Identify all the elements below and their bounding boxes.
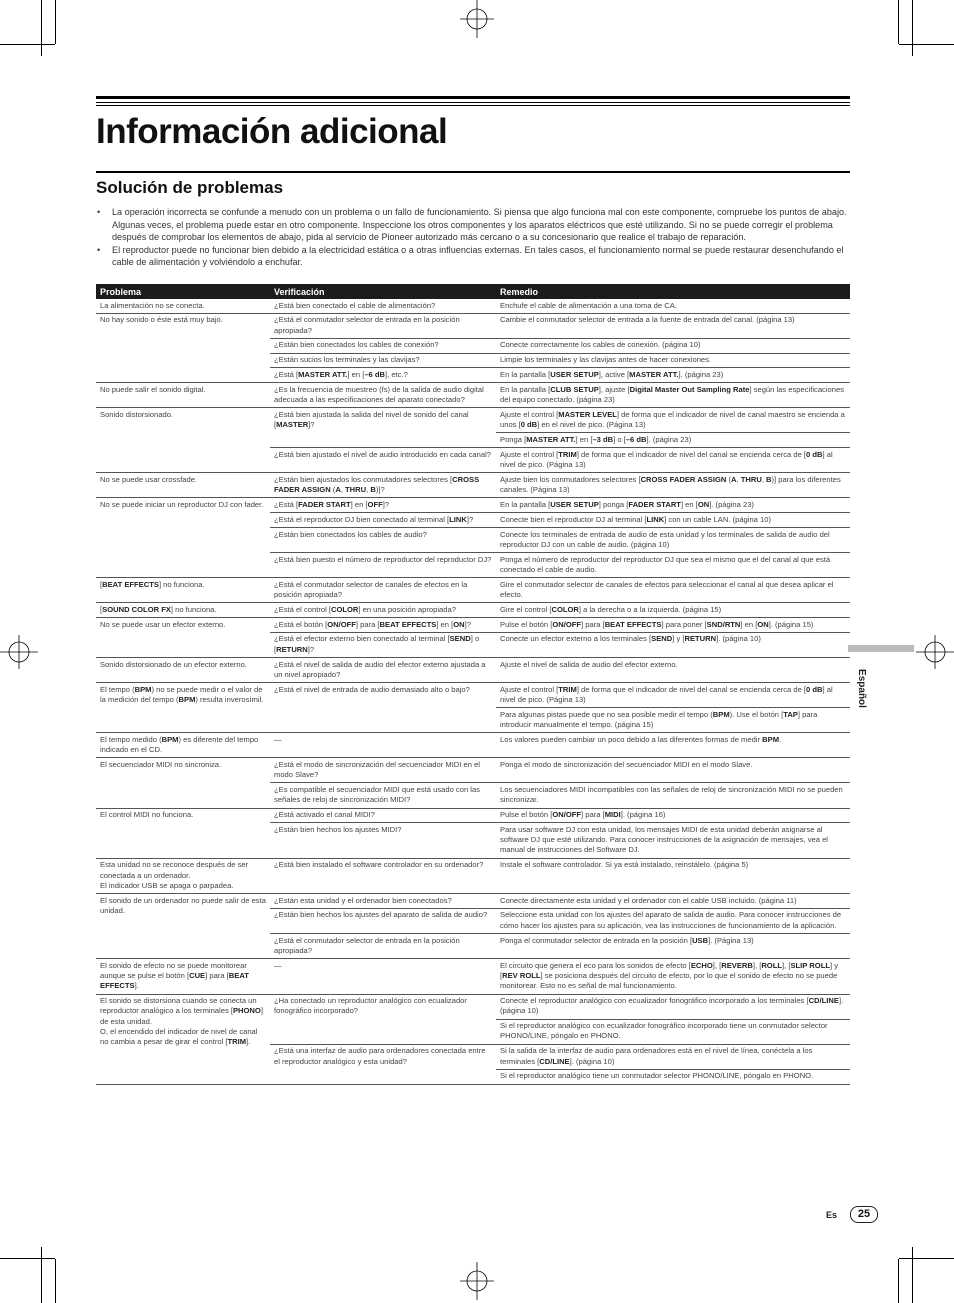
check-cell: ¿Están bien conectados los cables de audio?: [270, 528, 496, 553]
check-cell: ¿Está el reproductor DJ bien conectado al terminal [LINK]?: [270, 513, 496, 528]
problem-cell: El secuenciador MIDI no sincroniza.: [96, 758, 270, 808]
check-cell: ¿Están bien conectados los cables de conexión?: [270, 338, 496, 353]
table-row: [96, 808, 850, 823]
problem-cell: El tempo medido (BPM) es diferente del tempo indicado en el CD.: [96, 733, 270, 758]
remedy-cell: Enchufe el cable de alimentación a una toma de CA.: [496, 299, 850, 313]
table-row: [96, 498, 850, 513]
remedy-cell: Ajuste el control [TRIM] de forma que el indicador de nivel del canal se encienda cerca de [0 dB] al nivel de pico. (Página 13): [496, 448, 850, 473]
remedy-cell: En la pantalla [USER SETUP] ponga [FADER START] en [ON]. (página 23): [496, 498, 850, 513]
check-cell: ¿Está bien instalado el software controlador en su ordenador?: [270, 858, 496, 893]
problem-cell: Sonido distorsionado.: [96, 408, 270, 473]
remedy-cell: Ajuste el control [TRIM] de forma que el indicador de nivel del canal se encienda cerca de [0 dB] al nivel de pico. (Página 13): [496, 683, 850, 708]
remedy-cell: Conecte los terminales de entrada de audio de esta unidad y los terminales de salida de audio del reproductor DJ con un cable de audio. (página 10): [496, 528, 850, 553]
table-row: [96, 994, 850, 1019]
problem-cell: No se puede usar crossfade.: [96, 473, 270, 498]
remedy-cell: Si el reproductor analógico con ecualizador fonográfico incorporado tiene un conmutador selector PHONO/LINE, póngalo en PHONO.: [496, 1019, 850, 1044]
table-row: [96, 383, 850, 408]
column-header-problem: Problema: [96, 284, 270, 299]
remedy-cell: Si la salida de la interfaz de audio para ordenadores está en el nivel de línea, conéctela a los terminales [CD/LINE]. (página 10): [496, 1044, 850, 1069]
table-row: [96, 618, 850, 633]
remedy-cell: Pulse el botón [ON/OFF] para [MIDI]. (página 16): [496, 808, 850, 823]
problem-cell: [SOUND COLOR FX] no funciona.: [96, 603, 270, 618]
table-row: [96, 733, 850, 758]
table-body: [96, 299, 850, 1084]
problem-cell: La alimentación no se conecta.: [96, 299, 270, 313]
header-rule: [96, 105, 850, 106]
problem-cell: [BEAT EFFECTS] no funciona.: [96, 578, 270, 603]
remedy-cell: Instale el software controlador. Si ya está instalado, reinstálelo. (página 5): [496, 858, 850, 893]
check-cell: ¿Está bien ajustada la salida del nivel de sonido del canal [MASTER]?: [270, 408, 496, 448]
section-rule: [96, 171, 850, 173]
intro-list: [96, 206, 850, 269]
check-cell: ¿Están esta unidad y el ordenador bien conectados?: [270, 894, 496, 909]
page-number: 25: [850, 1206, 878, 1223]
remedy-cell: Ponga el conmutador selector de entrada en la posición [USB]. (Página 13): [496, 934, 850, 959]
problem-cell: El tempo (BPM) no se puede medir o el valor de la medición del tempo (BPM) resulta inverosímil.: [96, 683, 270, 733]
problem-cell: El sonido de efecto no se puede monitorear aunque se pulse el botón [CUE] para [BEAT EFFECTS].: [96, 959, 270, 994]
problem-cell: No hay sonido o éste está muy bajo.: [96, 313, 270, 382]
table-row: [96, 408, 850, 433]
remedy-cell: Ajuste el control [MASTER LEVEL] de forma que el indicador de nivel de canal maestro se encienda a unos [0 dB] en el nivel de pico. (Página 13): [496, 408, 850, 433]
problem-cell: El sonido se distorsiona cuando se conecta un reproductor analógico a los terminales [PHONO] de esta unidad. O, el encendido del indicador de nivel de canal no cambia a pesar de girar el control [TRIM].: [96, 994, 270, 1084]
check-cell: ¿Está el efector externo bien conectado al terminal [SEND] o [RETURN]?: [270, 632, 496, 657]
registration-mark-icon: [458, 1262, 496, 1300]
remedy-cell: En la pantalla [CLUB SETUP], ajuste [Digital Master Out Sampling Rate] según las especificaciones del equipo conectado. (página 23): [496, 383, 850, 408]
footer-language: Es: [826, 1210, 838, 1220]
intro-item: • La operación incorrecta se confunde a menudo con un problema o un fallo de funcionamiento. Si piensa que algo funciona mal con este componente, compruebe los puntos de abajo. Algunas veces, el problema puede estar en otro componente. Inspeccione los otros componentes y los aparatos eléctricos que esté utilizando. Si no se puede corregir el problema después de comprobar los elementos de abajo, pida al servicio de Pioneer autorizado más cercano o a su concesionario que realice el trabajo de reparación.: [96, 206, 850, 244]
remedy-cell: Pulse el botón [ON/OFF] para [BEAT EFFECTS] para poner [SND/RTN] en [ON]. (página 15): [496, 618, 850, 633]
check-cell: ¿Está el conmutador selector de canales de efectos en la posición apropiada?: [270, 578, 496, 603]
remedy-cell: Conecte un efector externo a los terminales [SEND] y [RETURN]. (página 10): [496, 632, 850, 657]
table-row: [96, 473, 850, 498]
remedy-cell: Conecte directamente esta unidad y el ordenador con el cable USB incluido. (página 11): [496, 894, 850, 909]
problem-cell: No se puede usar un efector externo.: [96, 618, 270, 658]
check-cell: ¿Está el control [COLOR] en una posición apropiada?: [270, 603, 496, 618]
section-title: Solución de problemas: [96, 178, 284, 197]
crop-mark: [898, 1259, 899, 1303]
problem-cell: Esta unidad no se reconoce después de ser conectada a un ordenador. El indicador USB se apaga o parpadea.: [96, 858, 270, 893]
table-row: [96, 683, 850, 708]
crop-mark: [55, 0, 56, 44]
problem-cell: El sonido de un ordenador no puede salir de esta unidad.: [96, 894, 270, 959]
table-row: [96, 603, 850, 618]
check-cell: ¿Está el botón [ON/OFF] para [BEAT EFFECTS] en [ON]?: [270, 618, 496, 633]
check-cell: ¿Está [MASTER ATT.] en [–6 dB], etc.?: [270, 368, 496, 383]
check-cell: —: [270, 733, 496, 758]
header-rule: [96, 102, 850, 103]
remedy-cell: Conecte correctamente los cables de conexión. (página 10): [496, 338, 850, 353]
check-cell: ¿Está el conmutador selector de entrada en la posición apropiada?: [270, 313, 496, 338]
table-row: [96, 578, 850, 603]
crop-mark: [899, 1258, 954, 1259]
crop-mark: [898, 0, 899, 44]
remedy-cell: Conecte bien el reproductor DJ al terminal [LINK] con un cable LAN. (página 10): [496, 513, 850, 528]
crop-mark: [0, 44, 55, 45]
remedy-cell: Para algunas pistas puede que no sea posible medir el tempo (BPM). Use el botón [TAP] para introducir manualmente el tempo. (página 15): [496, 708, 850, 733]
intro-item: • El reproductor puede no funcionar bien debido a la electricidad estática o a otras influencias externas. En tales casos, el funcionamiento normal se puede restaurar desenchufando el cable de alimentación y volviéndolo a enchufar.: [96, 244, 850, 269]
column-header-remedy: Remedio: [496, 284, 850, 299]
remedy-cell: Si el reproductor analógico tiene un conmutador selector PHONO/LINE, póngalo en PHONO.: [496, 1069, 850, 1084]
remedy-cell: Ajuste bien los conmutadores selectores [CROSS FADER ASSIGN (A, THRU, B)] para los diferentes canales. (Página 13): [496, 473, 850, 498]
troubleshooting-table: [96, 284, 850, 1085]
language-tab-bar: [848, 645, 914, 652]
remedy-cell: Limpie los terminales y las clavijas antes de hacer conexiones.: [496, 353, 850, 368]
crop-mark: [41, 1247, 42, 1303]
check-cell: ¿Está bien puesto el número de reproductor del reproductor DJ?: [270, 553, 496, 578]
header-rule: [96, 96, 850, 99]
check-cell: ¿Está el nivel de entrada de audio demasiado alto o bajo?: [270, 683, 496, 733]
problem-cell: No puede salir el sonido digital.: [96, 383, 270, 408]
remedy-cell: En la pantalla [USER SETUP], active [MASTER ATT.]. (página 23): [496, 368, 850, 383]
check-cell: ¿Está activado el canal MIDI?: [270, 808, 496, 823]
registration-mark-icon: [916, 633, 954, 671]
remedy-cell: Ponga el número de reproductor del reproductor DJ que sea el mismo que el del canal al que está conectado el cable de audio.: [496, 553, 850, 578]
table-row: [96, 858, 850, 893]
table-row: [96, 959, 850, 994]
table-row: [96, 658, 850, 683]
table-row: [96, 313, 850, 338]
check-cell: ¿Está [FADER START] en [OFF]?: [270, 498, 496, 513]
table-row: [96, 894, 850, 909]
check-cell: ¿Está el conmutador selector de entrada en la posición apropiada?: [270, 934, 496, 959]
remedy-cell: Ponga [MASTER ATT.] en [–3 dB] o [–6 dB]. (página 23): [496, 433, 850, 448]
remedy-cell: Ponga el modo de sincronización del secuenciador MIDI en el modo Slave.: [496, 758, 850, 783]
crop-mark: [899, 44, 954, 45]
check-cell: ¿Están sucios los terminales y las clavijas?: [270, 353, 496, 368]
remedy-cell: Los secuenciadores MIDI incompatibles con las señales de reloj de sincronización MIDI no se pueden sincronizar.: [496, 783, 850, 808]
check-cell: ¿Están bien hechos los ajustes del aparato de salida de audio?: [270, 908, 496, 933]
registration-mark-icon: [0, 633, 38, 671]
check-cell: ¿Es compatible el secuenciador MIDI que está usado con las señales de reloj de sincronización MIDI?: [270, 783, 496, 808]
page-title: Información adicional: [96, 112, 448, 151]
language-tab: Español: [855, 669, 867, 708]
crop-mark: [41, 0, 42, 56]
check-cell: ¿Están bien hechos los ajustes MIDI?: [270, 823, 496, 858]
table-header-row: [96, 284, 850, 299]
check-cell: —: [270, 959, 496, 994]
check-cell: ¿Está una interfaz de audio para ordenadores conectada entre el reproductor analógico y esta unidad?: [270, 1044, 496, 1084]
remedy-cell: Cambie el conmutador selector de entrada a la fuente de entrada del canal. (página 13): [496, 313, 850, 338]
remedy-cell: Gire el conmutador selector de canales de efectos para seleccionar el canal al que desea aplicar el efecto.: [496, 578, 850, 603]
crop-mark: [912, 0, 913, 56]
check-cell: ¿Está bien conectado el cable de alimentación?: [270, 299, 496, 313]
remedy-cell: Ajuste el nivel de salida de audio del efector externo.: [496, 658, 850, 683]
crop-mark: [912, 1247, 913, 1303]
remedy-cell: Los valores pueden cambiar un poco debido a las diferentes formas de medir BPM.: [496, 733, 850, 758]
table-row: [96, 299, 850, 313]
problem-cell: Sonido distorsionado de un efector externo.: [96, 658, 270, 683]
registration-mark-icon: [458, 0, 496, 38]
remedy-cell: Gire el control [COLOR] a la derecha o a la izquierda. (página 15): [496, 603, 850, 618]
check-cell: ¿Está bien ajustado el nivel de audio introducido en cada canal?: [270, 448, 496, 473]
crop-mark: [0, 1258, 55, 1259]
check-cell: ¿Ha conectado un reproductor analógico con ecualizador fonográfico incorporado?: [270, 994, 496, 1044]
remedy-cell: El circuito que genera el eco para los sonidos de efecto [ECHO], [REVERB], [ROLL], [SLIP ROLL] y [REV ROLL] se posiciona después del circuito de efecto, por lo que el sonido de efecto no se puede monitorear. Esto no es señal de mal funcionamiento.: [496, 959, 850, 994]
check-cell: ¿Está el nivel de salida de audio del efector externo ajustada a un nivel apropiado?: [270, 658, 496, 683]
check-cell: ¿Es la frecuencia de muestreo (fs) de la salida de audio digital adecuada a las especificaciones del aparato conectado?: [270, 383, 496, 408]
remedy-cell: Conecte el reproductor analógico con ecualizador fonográfico incorporado a los terminales [CD/LINE]. (página 10): [496, 994, 850, 1019]
remedy-cell: Seleccione esta unidad con los ajustes del aparato de salida de audio. Para conocer instrucciones de cómo hacer los ajustes para su aplicación, vea las instrucciones de funcionamiento de la aplicación.: [496, 908, 850, 933]
problem-cell: El control MIDI no funciona.: [96, 808, 270, 858]
column-header-check: Verificación: [270, 284, 496, 299]
check-cell: ¿Está el modo de sincronización del secuenciador MIDI en el modo Slave?: [270, 758, 496, 783]
check-cell: ¿Están bien ajustados los conmutadores selectores [CROSS FADER ASSIGN (A, THRU, B)]?: [270, 473, 496, 498]
crop-mark: [55, 1259, 56, 1303]
remedy-cell: Para usar software DJ con esta unidad, los mensajes MIDI de esta unidad deberán asignarse al software DJ que esté utilizando. Para conocer instrucciones de la asignación de mensajes, vea el manual de instrucciones del Software DJ.: [496, 823, 850, 858]
problem-cell: No se puede iniciar un reproductor DJ con fader.: [96, 498, 270, 578]
table-row: [96, 758, 850, 783]
